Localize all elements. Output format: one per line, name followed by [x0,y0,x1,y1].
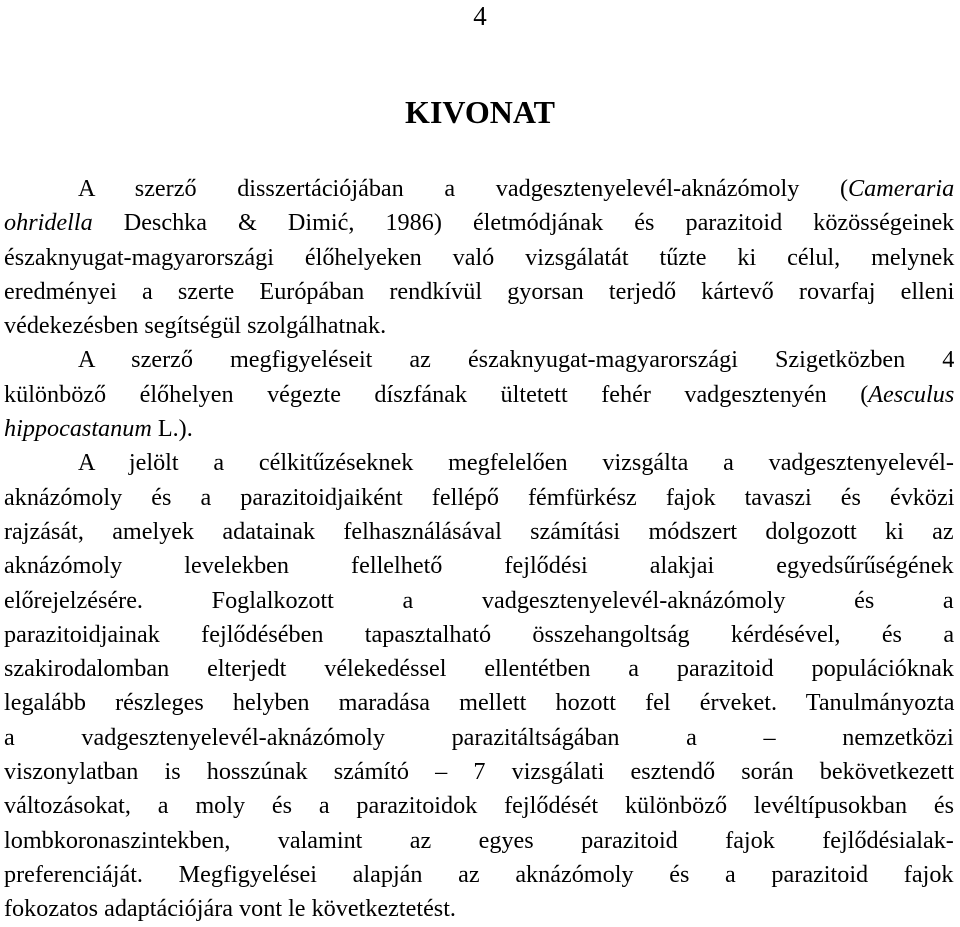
text-line: aknázómoly és a parazitoidjaiként fellépő fémfürkész fajok tavaszi és évközi [4,483,955,511]
text-line: hippocastanum L.). [4,415,193,443]
text-line: eredményei a szerte Európában rendkívül gyorsan terjedő kártevő rovarfaj elleni [4,277,955,305]
text-line: A szerző disszertációjában a vadgesztenyelevél-aknázómoly (Cameraria [78,175,955,202]
text-line: védekezésben segítségül szolgálhatnak. [4,312,387,340]
text-line: A jelölt a célkitűzéseknek megfelelően vizsgálta a vadgesztenyelevél- [78,449,954,477]
text-line: különböző élőhelyen végezte díszfának ültetett fehér vadgesztenyén (Aesculus [4,380,955,408]
text-line: fokozatos adaptációjára vont le következtetést. [4,895,456,923]
text-line: a vadgesztenyelevél-aknázómoly parazitáltságában a – nemzetközi [4,723,954,751]
text-line: aknázómoly levelekben fellelhető fejlődési alakjai egyedsűrűségének [4,552,954,580]
paragraph-2 [4,343,954,446]
text-line: legalább részleges helyben maradása mellett hozott fel érveket. Tanulmányozta [4,689,955,717]
text-line: ohridella Deschka & Dimić, 1986) életmódjának és parazitoid közösségeinek [4,209,955,237]
text-line: szakirodalomban elterjedt vélekedéssel ellentétben a parazitoid populációknak [4,655,954,683]
text-line: rajzását, amelyek adatainak felhasználásával számítási módszert dolgozott ki az [4,517,954,545]
abstract-body [4,172,954,927]
page-number: 4 [473,1,487,31]
paragraph-3 [4,446,954,926]
text-line: előrejelzésére. Foglalkozott a vadgesztenyelevél-aknázómoly és a [4,586,954,614]
text-line: preferenciáját. Megfigyelései alapján az aknázómoly és a parazitoid fajok [4,860,954,888]
text-line: viszonylatban is hosszúnak számító – 7 vizsgálati esztendő során bekövetkezett [4,758,955,786]
text-line: A szerző megfigyeléseit az északnyugat-magyarországi Szigetközben 4 [78,346,955,374]
text-line: északnyugat-magyarországi élőhelyeken való vizsgálatát tűzte ki célul, melynek [4,243,955,271]
text-line: parazitoidjainak fejlődésében tapasztalható összehangoltság kérdésével, és a [4,620,955,648]
text-line: lombkoronaszintekben, valamint az egyes parazitoid fajok fejlődésialak- [4,826,954,854]
paragraph-1 [4,172,954,343]
text-line: változásokat, a moly és a parazitoidok fejlődését különböző levéltípusokban és [4,792,955,820]
page-title: KIVONAT [405,94,555,130]
